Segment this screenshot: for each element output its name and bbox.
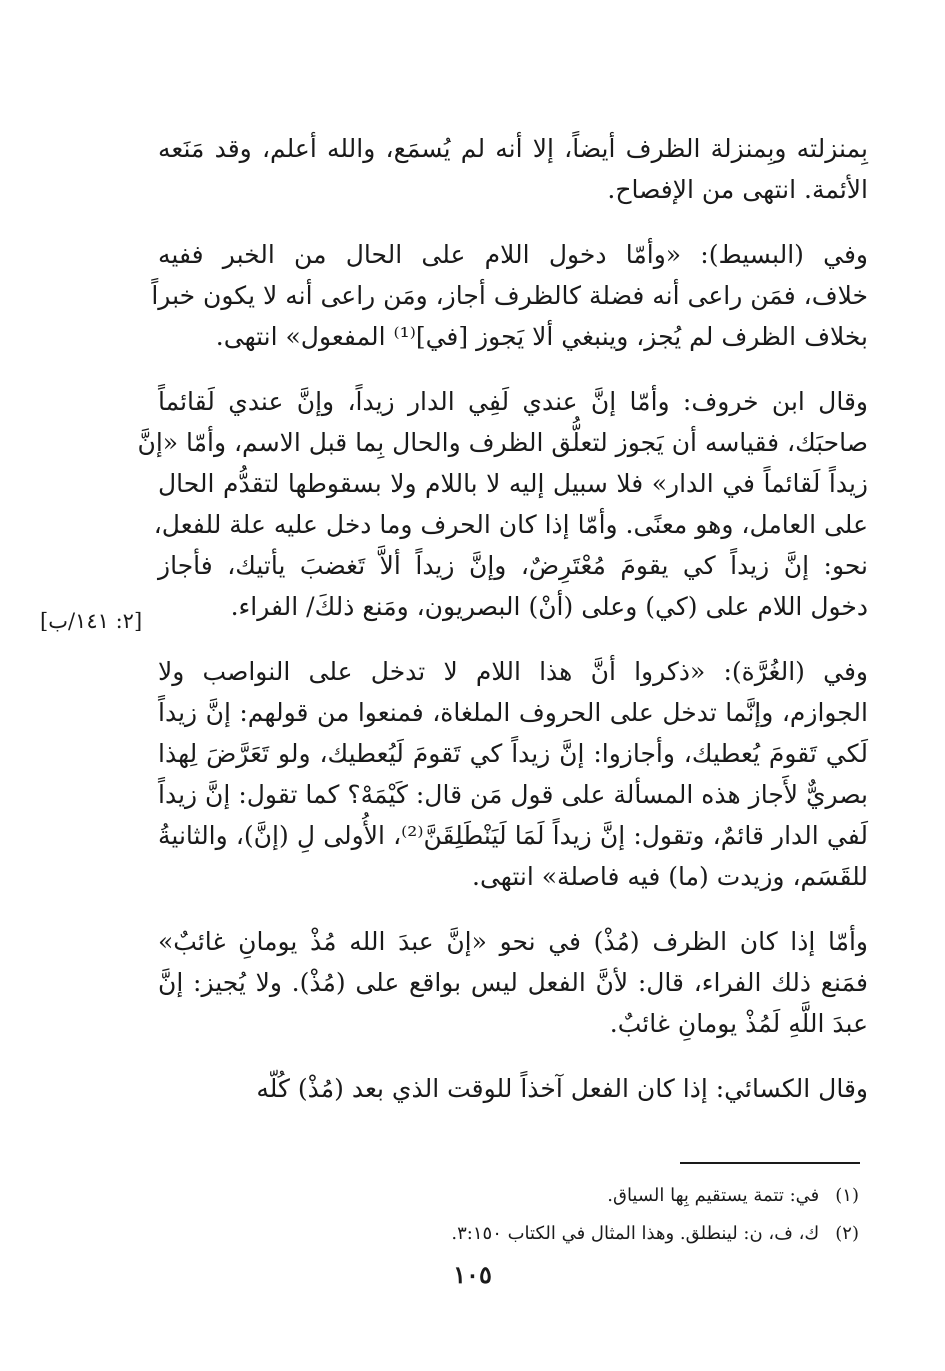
footnote-separator	[680, 1162, 860, 1164]
text-line: وفي (الغُرَّة): «ذكروا أنَّ هذا اللام لا تدخل على النواصب ولا	[158, 657, 868, 686]
page-number: ١٠٥	[453, 1260, 492, 1289]
text-line: وقال ابن خروف: وأمّا إنَّ عندي لَفِي الدار زيداً، وإنَّ عندي لَقائماً	[158, 387, 868, 416]
margin-reference: [٢: ١٤١/ب]	[40, 609, 143, 633]
paragraph	[151, 234, 868, 357]
footnote-text: ك، ف، ن: لينطلق. وهذا المثال في الكتاب ٣:١٥٠.	[451, 1223, 820, 1244]
footnote-text: في: تتمة يستقيم بِها السياق.	[607, 1185, 820, 1206]
text-line: صاحبَك، فقياسه أن يَجوز لتعلُّق الظرف والحال بِما قبل الاسم، وأمّا «إنَّ	[137, 428, 868, 457]
paragraph	[158, 1068, 868, 1109]
text-line: الجوازم، وإنَّما تدخل على الحروف الملغاة، فمنعوا من قولهم: إنَّ زيداً	[158, 698, 868, 727]
paragraph	[158, 651, 868, 897]
footnote-number: (١)	[835, 1185, 859, 1206]
text-line: بخلاف الظرف لم يُجز، وينبغي ألا يَجوز [في]⁽¹⁾ المفعول» انتهى.	[215, 322, 868, 351]
text-line: خلاف، فمَن راعى أنه فضلة كالظرف أجاز، ومَن راعى أنه لا يكون خبراً	[151, 281, 868, 310]
text-line: عبدَ اللَّهِ لَمُذْ يومانِ غائبٌ.	[609, 1009, 868, 1038]
text-line: الأئمة. انتهى من الإفصاح.	[607, 175, 868, 204]
text-line: وقال الكسائي: إذا كان الفعل آخذاً للوقت الذي بعد (مُذْ) كُلّه	[256, 1074, 868, 1103]
footnote-1	[159, 1177, 859, 1215]
paragraph	[158, 921, 868, 1044]
footnote-number: (٢)	[835, 1223, 859, 1244]
footnotes	[159, 1177, 859, 1253]
paragraph	[137, 381, 868, 627]
text-line: لَفي الدار قائمٌ، وتقول: إنَّ زيداً لَمَا لَيَنْطَلِقَنَّ⁽²⁾، الأُولى لِ (إنَّ)، والثانيةُ	[158, 821, 868, 850]
text-line: وأمّا إذا كان الظرف (مُذْ) في نحو «إنَّ عبدَ الله مُذْ يومانِ غائبٌ»	[158, 927, 868, 956]
text-line: دخول اللام على (كي) وعلى (أنْ) البصريون، ومَنع ذلكَ/ الفراء.	[230, 592, 868, 621]
text-line: نحو: إنَّ زيداً كي يقومَ مُعْتَرِضٌ، وإنَّ زيداً ألاَّ تَغضبَ يأتيك، فأجاز	[158, 551, 868, 580]
page-body	[137, 128, 868, 1133]
text-line: فمَنع ذلك الفراء، قال: لأنَّ الفعل ليس بواقع على (مُذْ). ولا يُجيز: إنَّ	[158, 968, 868, 997]
text-line: وفي (البسيط): «وأمّا دخول اللام على الحال من الخبر ففيه	[158, 240, 868, 269]
paragraph	[158, 128, 868, 210]
text-line: بصريٌّ لأَجاز هذه المسألة على قول مَن قال: كَيْمَهْ؟ كما تقول: إنَّ زيداً	[158, 780, 868, 809]
text-line: للقَسَم، وزيدت (ما) فيه فاصلة» انتهى.	[472, 862, 868, 891]
text-line: على العامل، وهو معنًى. وأمّا إذا كان الحرف وما دخل عليه علة للفعل،	[153, 510, 868, 539]
text-line: زيداً لَقائماً في الدار» فلا سبيل إليه لا باللام ولا بسقوطها لتقدُّم الحال	[158, 469, 868, 498]
text-line: لَكي تَقومَ يُعطيك، وأجازوا: إنَّ زيداً كي تَقومَ لَيُعطيك، ولو تَعَرَّضَ لِهذا	[158, 739, 868, 768]
footnote-2	[159, 1215, 859, 1253]
text-line: بِمنزلته وبِمنزلة الظرف أيضاً، إلا أنه لم يُسمَع، والله أعلم، وقد مَنَعه	[158, 134, 868, 163]
